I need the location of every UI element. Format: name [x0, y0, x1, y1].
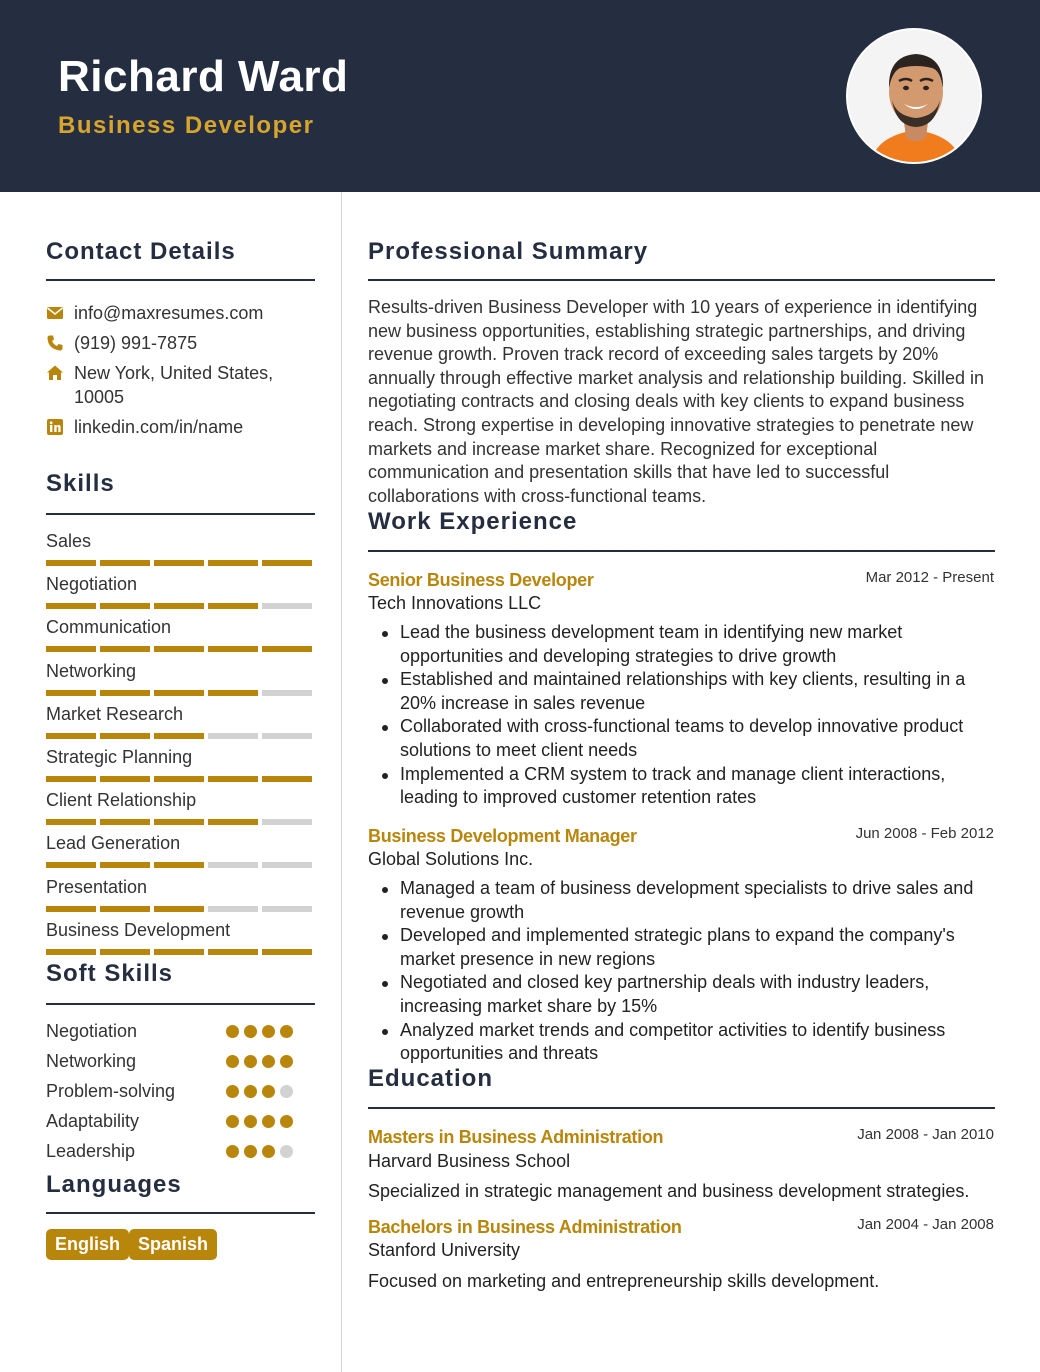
degree-description: Specialized in strategic management and business development strategies. — [368, 1181, 970, 1201]
education-heading: Education — [368, 1065, 494, 1092]
list-item: Developed and implemented strategic plans to expand the company's market presence in new regions — [400, 924, 996, 971]
languages-heading: Languages — [46, 1171, 182, 1198]
list-item: Implemented a CRM system to track and manage client interactions, leading to improved customer retention rates — [400, 763, 996, 810]
skill-level-bar — [46, 819, 314, 825]
skills-rule — [46, 513, 315, 515]
soft-skill-dot — [226, 1085, 239, 1098]
skill-level-bar — [46, 733, 314, 739]
skill-label: Business Development — [46, 919, 231, 940]
school-name: Stanford University — [368, 1240, 521, 1260]
soft-skill-dot — [262, 1145, 275, 1158]
soft-skill-dot — [226, 1025, 239, 1038]
skill-level-segment — [46, 733, 96, 739]
skill-level-segment — [208, 949, 258, 955]
candidate-title: Business Developer — [58, 112, 315, 139]
soft-skill-label: Problem-solving — [46, 1081, 176, 1101]
skill-level-segment — [100, 560, 150, 566]
skill-level-segment — [262, 776, 312, 782]
skill-level-segment — [154, 776, 204, 782]
skill-level-segment — [208, 733, 258, 739]
soft-skill-dot — [280, 1145, 293, 1158]
list-item: Negotiated and closed key partnership deals with industry leaders, increasing market share by 15% — [400, 971, 996, 1018]
work-heading: Work Experience — [368, 508, 578, 535]
address-line2: 10005 — [74, 387, 125, 407]
skill-level-segment — [208, 906, 258, 912]
contact-address — [46, 361, 316, 409]
skill-level-segment — [46, 560, 96, 566]
skill-level-segment — [46, 690, 96, 696]
job-date: Jun 2008 - Feb 2012 — [855, 825, 994, 842]
skill-level-segment — [100, 733, 150, 739]
skill-label: Communication — [46, 617, 172, 638]
skill-level-bar — [46, 603, 314, 609]
skill-level-segment — [208, 560, 258, 566]
list-item: Analyzed market trends and competitor activities to identify business opportunities and threats — [400, 1019, 996, 1066]
soft-skill-dot — [244, 1055, 257, 1068]
soft-skills-rule — [46, 1003, 315, 1005]
skill-label: Market Research — [46, 703, 184, 724]
skill-level-segment — [100, 819, 150, 825]
list-item: Collaborated with cross-functional teams to develop innovative product solutions to meet client needs — [400, 715, 996, 762]
phone-text: (919) 991-7875 — [74, 333, 198, 353]
skill-level-bar — [46, 862, 314, 868]
skill-level-segment — [154, 906, 204, 912]
skill-level-segment — [46, 603, 96, 609]
email-text: info@maxresumes.com — [74, 303, 264, 323]
languages-rule — [46, 1212, 315, 1214]
skill-level-segment — [46, 776, 96, 782]
skill-level-segment — [154, 560, 204, 566]
skill-level-segment — [208, 776, 258, 782]
soft-skill-dot — [262, 1025, 275, 1038]
list-item: Managed a team of business development specialists to drive sales and revenue growth — [400, 877, 996, 924]
job-company: Global Solutions Inc. — [368, 849, 534, 869]
skill-level-segment — [208, 603, 258, 609]
skill-label: Strategic Planning — [46, 747, 193, 767]
language-badge: Spanish — [129, 1229, 217, 1260]
language-badge: English — [46, 1229, 129, 1260]
skill-level-segment — [262, 906, 312, 912]
linkedin-text: linkedin.com/in/name — [74, 417, 244, 437]
home-icon — [46, 364, 64, 382]
job-bullets — [400, 621, 996, 810]
soft-skill-dot — [280, 1115, 293, 1128]
contact-rule — [46, 279, 315, 281]
skill-level-segment — [262, 690, 312, 696]
skill-label: Sales — [46, 531, 92, 551]
job-company: Tech Innovations LLC — [368, 593, 542, 613]
skill-level-segment — [154, 603, 204, 609]
list-item: Lead the business development team in identifying new market opportunities and developing strategies to drive growth — [400, 621, 996, 668]
skill-level-bar — [46, 690, 314, 696]
skill-level-segment — [100, 906, 150, 912]
soft-skill-dot — [226, 1115, 239, 1128]
summary-text: Results-driven Business Developer with 10 years of experience in identifying new business opportunities, establishing strategic partnerships, and driving revenue growth. Proven track record of exceeding sales targets by 20% annually through effective market analysis and relationship building. Skilled in negotiating contracts and closing deals with key clients to expand business reach. Strong expertise in developing innovative strategies to penetrate new markets and increase market share. Recognized for exceptional communication and presentation skills that have led to successful collaborations with cross-functional teams. — [368, 297, 985, 506]
soft-skill-dot — [280, 1055, 293, 1068]
school-name: Harvard Business School — [368, 1151, 571, 1171]
address-line1: New York, United States, — [74, 363, 274, 383]
summary-heading: Professional Summary — [368, 238, 649, 265]
soft-skill-dot — [280, 1085, 293, 1098]
work-rule — [368, 550, 995, 552]
contact-linkedin[interactable] — [46, 415, 316, 439]
skill-level-segment — [262, 949, 312, 955]
skill-label: Networking — [46, 660, 137, 681]
degree-title: Masters in Business Administration — [368, 1127, 664, 1147]
skill-label: Presentation — [46, 876, 148, 897]
skill-level-bar — [46, 906, 314, 912]
job-date: Mar 2012 - Present — [865, 569, 994, 586]
skill-level-segment — [100, 776, 150, 782]
skill-level-segment — [100, 949, 150, 955]
contact-phone[interactable] — [46, 331, 316, 355]
job-title: Senior Business Developer — [368, 570, 594, 590]
soft-skill-dot — [262, 1115, 275, 1128]
skill-level-bar — [46, 646, 314, 652]
skill-level-segment — [100, 603, 150, 609]
skill-level-segment — [262, 560, 312, 566]
skill-label: Negotiation — [46, 574, 138, 595]
soft-skill-dot — [244, 1145, 257, 1158]
skill-level-segment — [262, 862, 312, 868]
skill-level-bar — [46, 560, 314, 566]
degree-date: Jan 2008 - Jan 2010 — [857, 1126, 994, 1143]
skill-level-bar — [46, 949, 314, 955]
job-bullets — [400, 877, 996, 1066]
skill-level-segment — [46, 906, 96, 912]
education-rule — [368, 1107, 995, 1109]
skill-level-segment — [208, 819, 258, 825]
soft-skills-heading: Soft Skills — [46, 960, 174, 987]
skill-label: Lead Generation — [46, 833, 181, 854]
degree-date: Jan 2004 - Jan 2008 — [857, 1216, 994, 1233]
skill-level-segment — [46, 819, 96, 825]
soft-skill-label: Adaptability — [46, 1111, 140, 1131]
soft-skill-label: Negotiation — [46, 1021, 138, 1041]
skill-level-segment — [154, 690, 204, 696]
skill-level-segment — [46, 862, 96, 868]
skill-level-segment — [154, 862, 204, 868]
skill-level-segment — [154, 646, 204, 652]
skill-level-segment — [262, 819, 312, 825]
list-item: Established and maintained relationships with key clients, resulting in a 20% increase in sales revenue — [400, 668, 996, 715]
skill-level-segment — [46, 646, 96, 652]
candidate-name: Richard Ward — [58, 52, 349, 101]
skill-level-segment — [208, 690, 258, 696]
contact-email[interactable] — [46, 301, 316, 325]
column-divider — [341, 192, 342, 1372]
soft-skill-dot — [262, 1085, 275, 1098]
skill-level-segment — [100, 690, 150, 696]
skill-level-segment — [154, 819, 204, 825]
skill-level-segment — [154, 949, 204, 955]
soft-skill-label: Networking — [46, 1051, 137, 1071]
person-avatar-icon — [848, 30, 982, 164]
profile-photo — [846, 28, 982, 164]
soft-skill-label: Leadership — [46, 1141, 136, 1161]
soft-skill-dot — [244, 1115, 257, 1128]
linkedin-icon — [46, 418, 64, 436]
contact-heading: Contact Details — [46, 238, 236, 265]
soft-skill-dot — [226, 1145, 239, 1158]
soft-skill-dot — [280, 1025, 293, 1038]
skill-level-segment — [100, 862, 150, 868]
degree-description: Focused on marketing and entrepreneurship skills development. — [368, 1271, 880, 1291]
soft-skill-dot — [262, 1055, 275, 1068]
skill-level-segment — [208, 862, 258, 868]
skills-heading: Skills — [46, 470, 115, 497]
resume-header — [0, 0, 1040, 192]
soft-skill-dot — [244, 1025, 257, 1038]
soft-skill-dot — [226, 1055, 239, 1068]
soft-skill-dot — [244, 1085, 257, 1098]
skill-level-bar — [46, 776, 314, 782]
skill-level-segment — [262, 646, 312, 652]
envelope-icon — [46, 304, 64, 322]
skill-level-segment — [154, 733, 204, 739]
skill-level-segment — [208, 646, 258, 652]
skill-level-segment — [262, 603, 312, 609]
skill-level-segment — [100, 646, 150, 652]
job-title: Business Development Manager — [368, 826, 637, 846]
summary-rule — [368, 279, 995, 281]
skill-label: Client Relationship — [46, 790, 197, 811]
degree-title: Bachelors in Business Administration — [368, 1217, 682, 1237]
phone-icon — [46, 334, 64, 352]
skill-level-segment — [262, 733, 312, 739]
skill-level-segment — [46, 949, 96, 955]
